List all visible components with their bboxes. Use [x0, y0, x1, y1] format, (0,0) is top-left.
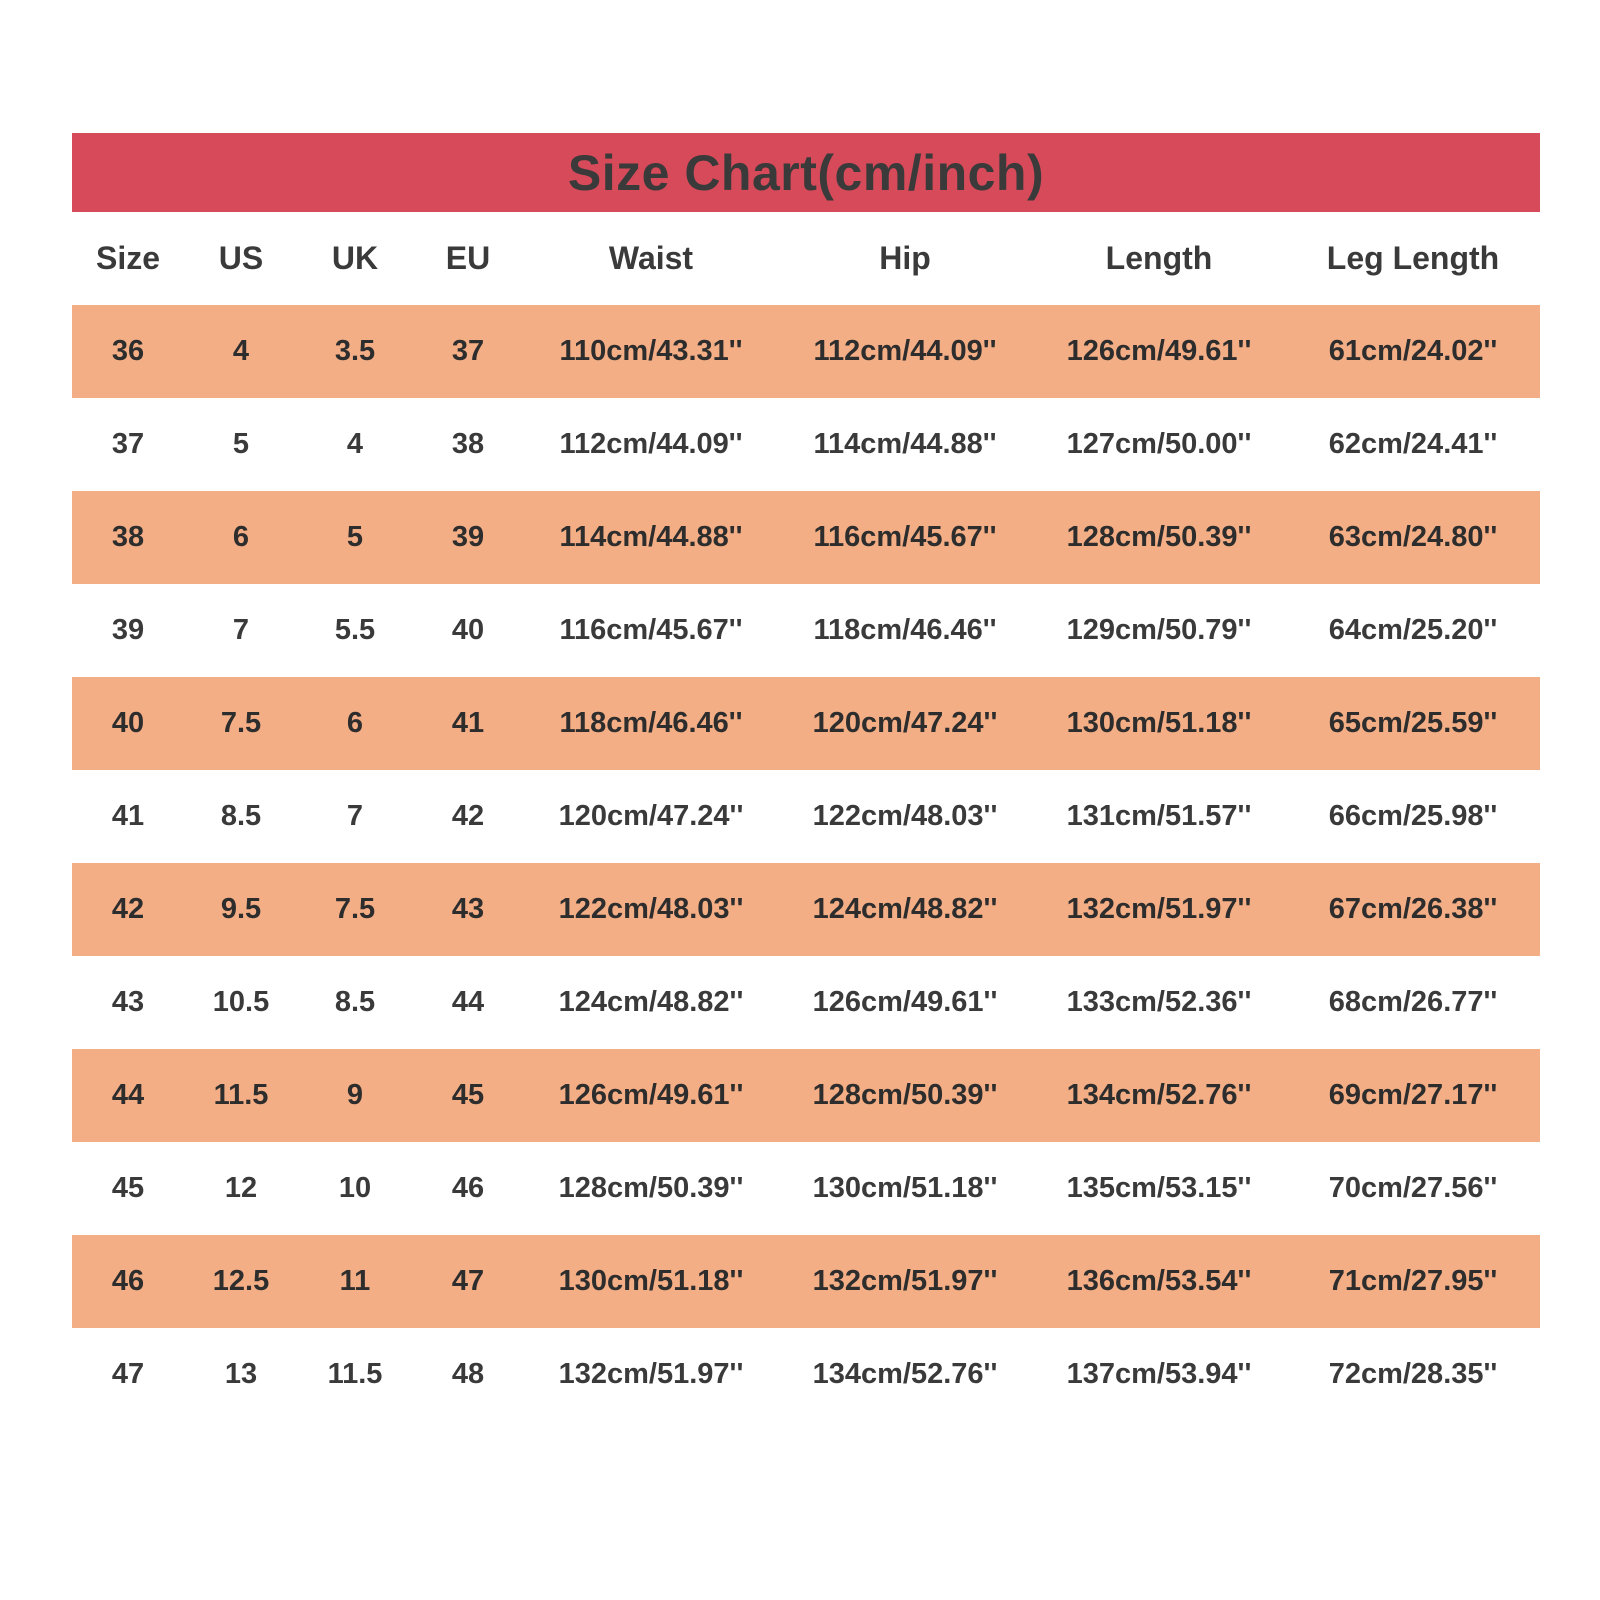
cell-size: 39: [111, 614, 145, 646]
cell-us: 8.5: [220, 800, 262, 832]
cell-eu: 39: [451, 521, 485, 553]
table-row: [72, 1142, 1540, 1235]
cell-waist: 122cm/48.03'': [558, 893, 744, 925]
table-row: [72, 1328, 1540, 1421]
cell-us: 9.5: [220, 893, 262, 925]
header-leg-length: Leg Length: [1326, 240, 1500, 276]
header-eu: EU: [445, 240, 491, 276]
header-row: [72, 212, 1540, 305]
cell-uk: 8.5: [334, 986, 376, 1018]
cell-leg-length: 67cm/26.38'': [1328, 893, 1498, 925]
cell-hip: 120cm/47.24'': [812, 707, 998, 739]
cell-hip: 126cm/49.61'': [812, 986, 998, 1018]
header-hip: Hip: [879, 240, 931, 276]
cell-us: 4: [232, 335, 250, 367]
cell-eu: 45: [451, 1079, 485, 1111]
cell-length: 130cm/51.18'': [1066, 707, 1252, 739]
table-row: [72, 584, 1540, 677]
cell-us: 7.5: [220, 707, 262, 739]
table-row: [72, 305, 1540, 398]
header-length: Length: [1105, 240, 1213, 276]
cell-size: 36: [111, 335, 145, 367]
cell-waist: 116cm/45.67'': [559, 614, 743, 646]
cell-eu: 43: [451, 893, 485, 925]
cell-uk: 6: [346, 707, 364, 739]
cell-hip: 122cm/48.03'': [812, 800, 998, 832]
table-row: [72, 863, 1540, 956]
cell-length: 133cm/52.36'': [1066, 986, 1252, 1018]
cell-waist: 124cm/48.82'': [558, 986, 744, 1018]
cell-size: 46: [111, 1265, 145, 1297]
cell-waist: 112cm/44.09'': [559, 428, 743, 460]
cell-eu: 46: [451, 1172, 485, 1204]
table-row: [72, 491, 1540, 584]
table-row: [72, 770, 1540, 863]
cell-leg-length: 66cm/25.98'': [1328, 800, 1498, 832]
table-body: [72, 305, 1540, 1421]
cell-length: 129cm/50.79'': [1066, 614, 1252, 646]
cell-uk: 10: [338, 1172, 372, 1204]
cell-length: 135cm/53.15'': [1066, 1172, 1252, 1204]
cell-uk: 11.5: [327, 1358, 383, 1390]
cell-uk: 7.5: [334, 893, 376, 925]
cell-leg-length: 61cm/24.02'': [1328, 335, 1498, 367]
cell-waist: 120cm/47.24'': [558, 800, 744, 832]
cell-eu: 37: [451, 335, 485, 367]
cell-uk: 11: [339, 1265, 371, 1297]
cell-hip: 128cm/50.39'': [812, 1079, 998, 1111]
cell-hip: 124cm/48.82'': [812, 893, 998, 925]
cell-waist: 118cm/46.46'': [559, 707, 743, 739]
table-row: [72, 677, 1540, 770]
cell-length: 132cm/51.97'': [1066, 893, 1252, 925]
cell-leg-length: 64cm/25.20'': [1328, 614, 1498, 646]
cell-size: 47: [111, 1358, 145, 1390]
cell-length: 131cm/51.57'': [1066, 800, 1252, 832]
chart-title: Size Chart(cm/inch): [567, 144, 1045, 201]
cell-us: 7: [232, 614, 250, 646]
cell-waist: 110cm/43.31'': [559, 335, 743, 367]
cell-eu: 44: [451, 986, 485, 1018]
cell-eu: 42: [451, 800, 485, 832]
cell-leg-length: 63cm/24.80'': [1328, 521, 1498, 553]
cell-length: 137cm/53.94'': [1066, 1358, 1252, 1390]
cell-uk: 5.5: [334, 614, 376, 646]
table-row: [72, 1049, 1540, 1142]
cell-hip: 130cm/51.18'': [812, 1172, 998, 1204]
cell-us: 6: [232, 521, 250, 553]
cell-size: 42: [111, 893, 145, 925]
cell-uk: 4: [346, 428, 364, 460]
cell-eu: 47: [451, 1265, 485, 1297]
table-row: [72, 398, 1540, 491]
cell-length: 128cm/50.39'': [1066, 521, 1252, 553]
header-uk: UK: [331, 240, 379, 276]
cell-uk: 5: [346, 521, 364, 553]
cell-length: 136cm/53.54'': [1066, 1265, 1252, 1297]
cell-size: 38: [111, 521, 145, 553]
cell-uk: 9: [346, 1079, 364, 1111]
cell-uk: 7: [346, 800, 364, 832]
cell-us: 5: [232, 428, 250, 460]
cell-hip: 112cm/44.09'': [813, 335, 997, 367]
cell-us: 12.5: [212, 1265, 270, 1297]
cell-leg-length: 69cm/27.17'': [1328, 1079, 1498, 1111]
cell-hip: 118cm/46.46'': [813, 614, 997, 646]
cell-us: 13: [224, 1358, 258, 1390]
cell-leg-length: 71cm/27.95'': [1328, 1265, 1498, 1297]
cell-hip: 134cm/52.76'': [812, 1358, 998, 1390]
cell-us: 11.5: [213, 1079, 269, 1111]
cell-uk: 3.5: [334, 335, 376, 367]
cell-us: 10.5: [212, 986, 270, 1018]
cell-eu: 48: [451, 1358, 485, 1390]
cell-length: 126cm/49.61'': [1066, 335, 1252, 367]
cell-leg-length: 68cm/26.77'': [1328, 986, 1498, 1018]
title-bar: [72, 133, 1540, 212]
cell-leg-length: 72cm/28.35'': [1328, 1358, 1498, 1390]
cell-waist: 126cm/49.61'': [558, 1079, 744, 1111]
cell-waist: 114cm/44.88'': [559, 521, 743, 553]
cell-size: 45: [111, 1172, 145, 1204]
cell-length: 127cm/50.00'': [1066, 428, 1252, 460]
cell-hip: 116cm/45.67'': [813, 521, 997, 553]
cell-waist: 130cm/51.18'': [558, 1265, 744, 1297]
header-us: US: [218, 240, 264, 276]
cell-leg-length: 70cm/27.56'': [1328, 1172, 1498, 1204]
cell-size: 41: [111, 800, 145, 832]
cell-length: 134cm/52.76'': [1066, 1079, 1252, 1111]
cell-size: 43: [111, 986, 145, 1018]
cell-waist: 128cm/50.39'': [558, 1172, 744, 1204]
header-size: Size: [95, 240, 161, 276]
table-row: [72, 1235, 1540, 1328]
cell-size: 37: [111, 428, 145, 460]
cell-waist: 132cm/51.97'': [558, 1358, 744, 1390]
table-row: [72, 956, 1540, 1049]
cell-hip: 132cm/51.97'': [812, 1265, 998, 1297]
cell-hip: 114cm/44.88'': [813, 428, 997, 460]
cell-us: 12: [224, 1172, 258, 1204]
header-waist: Waist: [608, 240, 694, 276]
size-table: [72, 212, 1540, 1421]
cell-eu: 40: [451, 614, 485, 646]
cell-leg-length: 65cm/25.59'': [1328, 707, 1498, 739]
cell-size: 40: [111, 707, 145, 739]
cell-leg-length: 62cm/24.41'': [1328, 428, 1498, 460]
cell-size: 44: [111, 1079, 145, 1111]
cell-eu: 38: [451, 428, 485, 460]
cell-eu: 41: [451, 707, 485, 739]
